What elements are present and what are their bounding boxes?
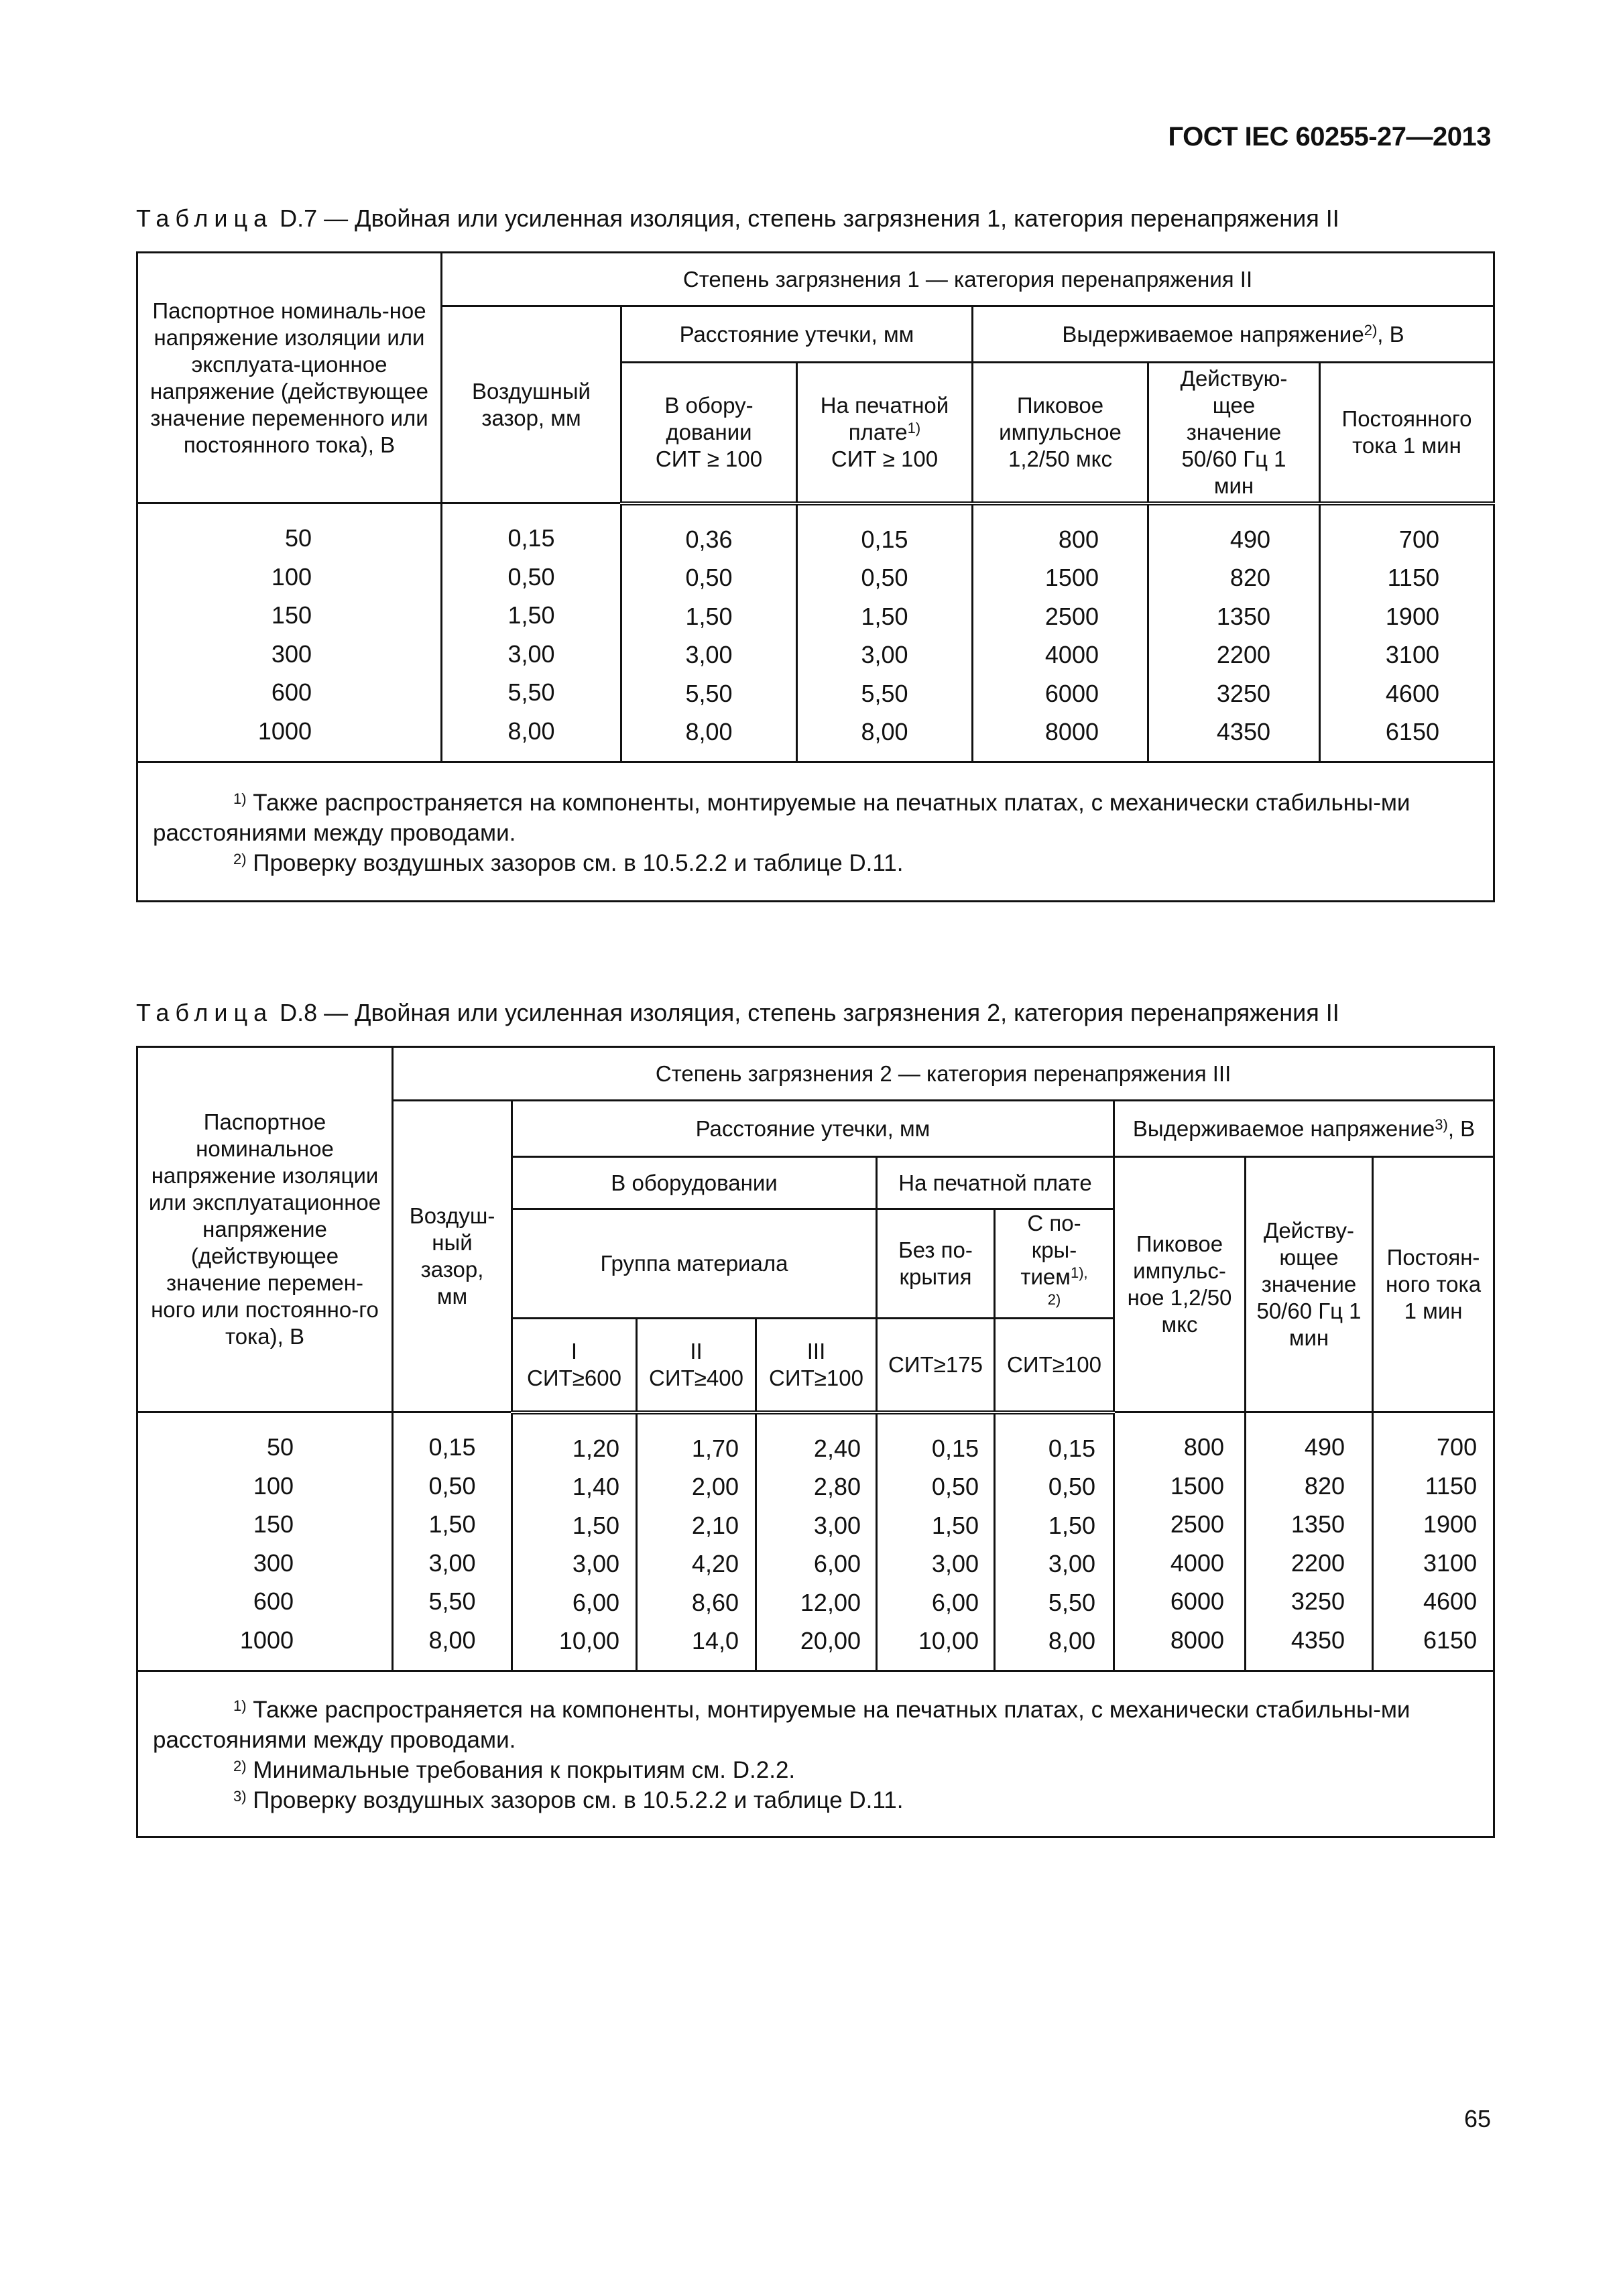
col-peak-impulse: 800 1500 2500 4000 6000 8000	[973, 503, 1148, 762]
note-2: $^{2)}$ Проверку воздушных зазоров см. в 10.5.2.2 и таблице D.11.	[233, 849, 904, 876]
note-2: $^{2)}$ Минимальные требования к покрытиям см. D.2.2.	[233, 1757, 796, 1783]
header-peak-impulse: Пиковое импульсное 1,2/50 мкс	[973, 363, 1148, 503]
header-on-pcb: На печатной плате	[877, 1157, 1114, 1209]
header-group-3: III СИТ≥100	[756, 1319, 877, 1412]
col-group-3: 2,40 2,80 3,00 6,00 12,00 20,00	[756, 1412, 877, 1671]
table-d7-caption	[136, 204, 1339, 233]
header-rms-value: Действую-щее значение 50/60 Гц 1 мин	[1148, 363, 1320, 503]
header-creepage: Расстояние утечки, мм	[621, 306, 973, 363]
header-in-equipment: В оборудовании	[512, 1157, 877, 1209]
caption-text: D.8 — Двойная или усиленная изоляция, степень загрязнения 2, категория перенапряжения II	[273, 999, 1339, 1026]
col-rated-voltage: 50 100 150 300 600 1000	[137, 1412, 393, 1671]
header-peak-impulse: Пиковое импульс-ное 1,2/50 мкс	[1114, 1157, 1246, 1412]
note-1: $^{1)}$ Также распространяется на компоненты, монтируемые на печатных платах, с механически стабильны-ми расстояниями между проводами.	[153, 789, 1410, 846]
col-group-1: 1,20 1,40 1,50 3,00 6,00 10,00	[512, 1412, 637, 1671]
caption-text: D.7 — Двойная или усиленная изоляция, степень загрязнения 1, категория перенапряжения II	[273, 204, 1339, 232]
col-coated: 0,15 0,50 1,50 3,00 5,50 8,00	[995, 1412, 1114, 1671]
col-rms-value: 490 820 1350 2200 3250 4350	[1148, 503, 1320, 762]
header-cti-175: СИТ≥175	[877, 1319, 995, 1412]
header-rms-value: Действу-ющее значение 50/60 Гц 1 мин	[1246, 1157, 1373, 1412]
header-dc: Постоянного тока 1 мин	[1320, 363, 1494, 503]
table-d8-notes	[137, 1671, 1494, 1837]
standard-designation: ГОСТ IEC 60255-27—2013	[1168, 122, 1491, 152]
header-creepage: Расстояние утечки, мм	[512, 1101, 1114, 1157]
col-dc: 700 1150 1900 3100 4600 6150	[1373, 1412, 1494, 1671]
col-rated-voltage: 50 100 150 300 600 1000	[137, 503, 442, 762]
col-dc: 700 1150 1900 3100 4600 6150	[1320, 503, 1494, 762]
header-pollution-group: Степень загрязнения 1 — категория перенапряжения II	[442, 253, 1494, 306]
table-d7	[136, 251, 1495, 902]
header-withstand-voltage: Выдерживаемое напряжение$^{2)}$, В	[973, 306, 1494, 363]
header-rated-voltage: Паспортное номиналь-ное напряжение изоляции или эксплуата-ционное напряжение (действующее значение переменного или постоянного тока), В	[137, 253, 442, 503]
table-d8	[136, 1046, 1495, 1838]
note-3: $^{3)}$ Проверку воздушных зазоров см. в 10.5.2.2 и таблице D.11.	[233, 1787, 904, 1813]
header-rated-voltage: Паспортное номинальное напряжение изоляции или эксплуатационное напряжение (действующее значение перемен-ного или постоянно-го тока), В	[137, 1047, 393, 1412]
header-cti-100: СИТ≥100	[995, 1319, 1114, 1412]
col-rms-value: 490 820 1350 2200 3250 4350	[1246, 1412, 1373, 1671]
header-withstand-voltage: Выдерживаемое напряжение$^{3)}$, В	[1114, 1101, 1494, 1157]
caption-label: Таблица	[136, 999, 274, 1026]
col-air-clearance: 0,15 0,50 1,50 3,00 5,50 8,00	[442, 503, 621, 762]
header-pollution-group: Степень загрязнения 2 — категория перенапряжения III	[393, 1047, 1494, 1101]
table-d7-notes	[137, 762, 1494, 901]
header-creepage-equipment: В обору- довании СИТ ≥ 100	[621, 363, 797, 503]
col-peak-impulse: 800 1500 2500 4000 6000 8000	[1114, 1412, 1246, 1671]
header-air-clearance: Воздуш-ный зазор, мм	[393, 1101, 512, 1412]
col-creepage-equipment: 0,36 0,50 1,50 3,00 5,50 8,00	[621, 503, 797, 762]
header-group-1: I СИТ≥600	[512, 1319, 637, 1412]
header-air-clearance: Воздушный зазор, мм	[442, 306, 621, 503]
table-d8-caption	[136, 999, 1339, 1027]
col-creepage-pcb: 0,15 0,50 1,50 3,00 5,50 8,00	[797, 503, 973, 762]
header-group-2: II СИТ≥400	[637, 1319, 756, 1412]
note-1: $^{1)}$ Также распространяется на компоненты, монтируемые на печатных платах, с механически стабильны-ми расстояниями между проводами.	[153, 1697, 1410, 1753]
header-creepage-pcb: На печатной плате$^{1)}$ СИТ ≥ 100	[797, 363, 973, 503]
col-group-2: 1,70 2,00 2,10 4,20 8,60 14,0	[637, 1412, 756, 1671]
header-coated: С по-кры-тием$^{1), 2)}$	[995, 1209, 1114, 1319]
header-uncoated: Без по-крытия	[877, 1209, 995, 1319]
col-air-clearance: 0,15 0,50 1,50 3,00 5,50 8,00	[393, 1412, 512, 1671]
col-uncoated: 0,15 0,50 1,50 3,00 6,00 10,00	[877, 1412, 995, 1671]
caption-label: Таблица	[136, 204, 274, 232]
header-material-group: Группа материала	[512, 1209, 877, 1319]
page-number: 65	[1463, 2105, 1491, 2132]
header-dc: Постоян-ного тока 1 мин	[1373, 1157, 1494, 1412]
